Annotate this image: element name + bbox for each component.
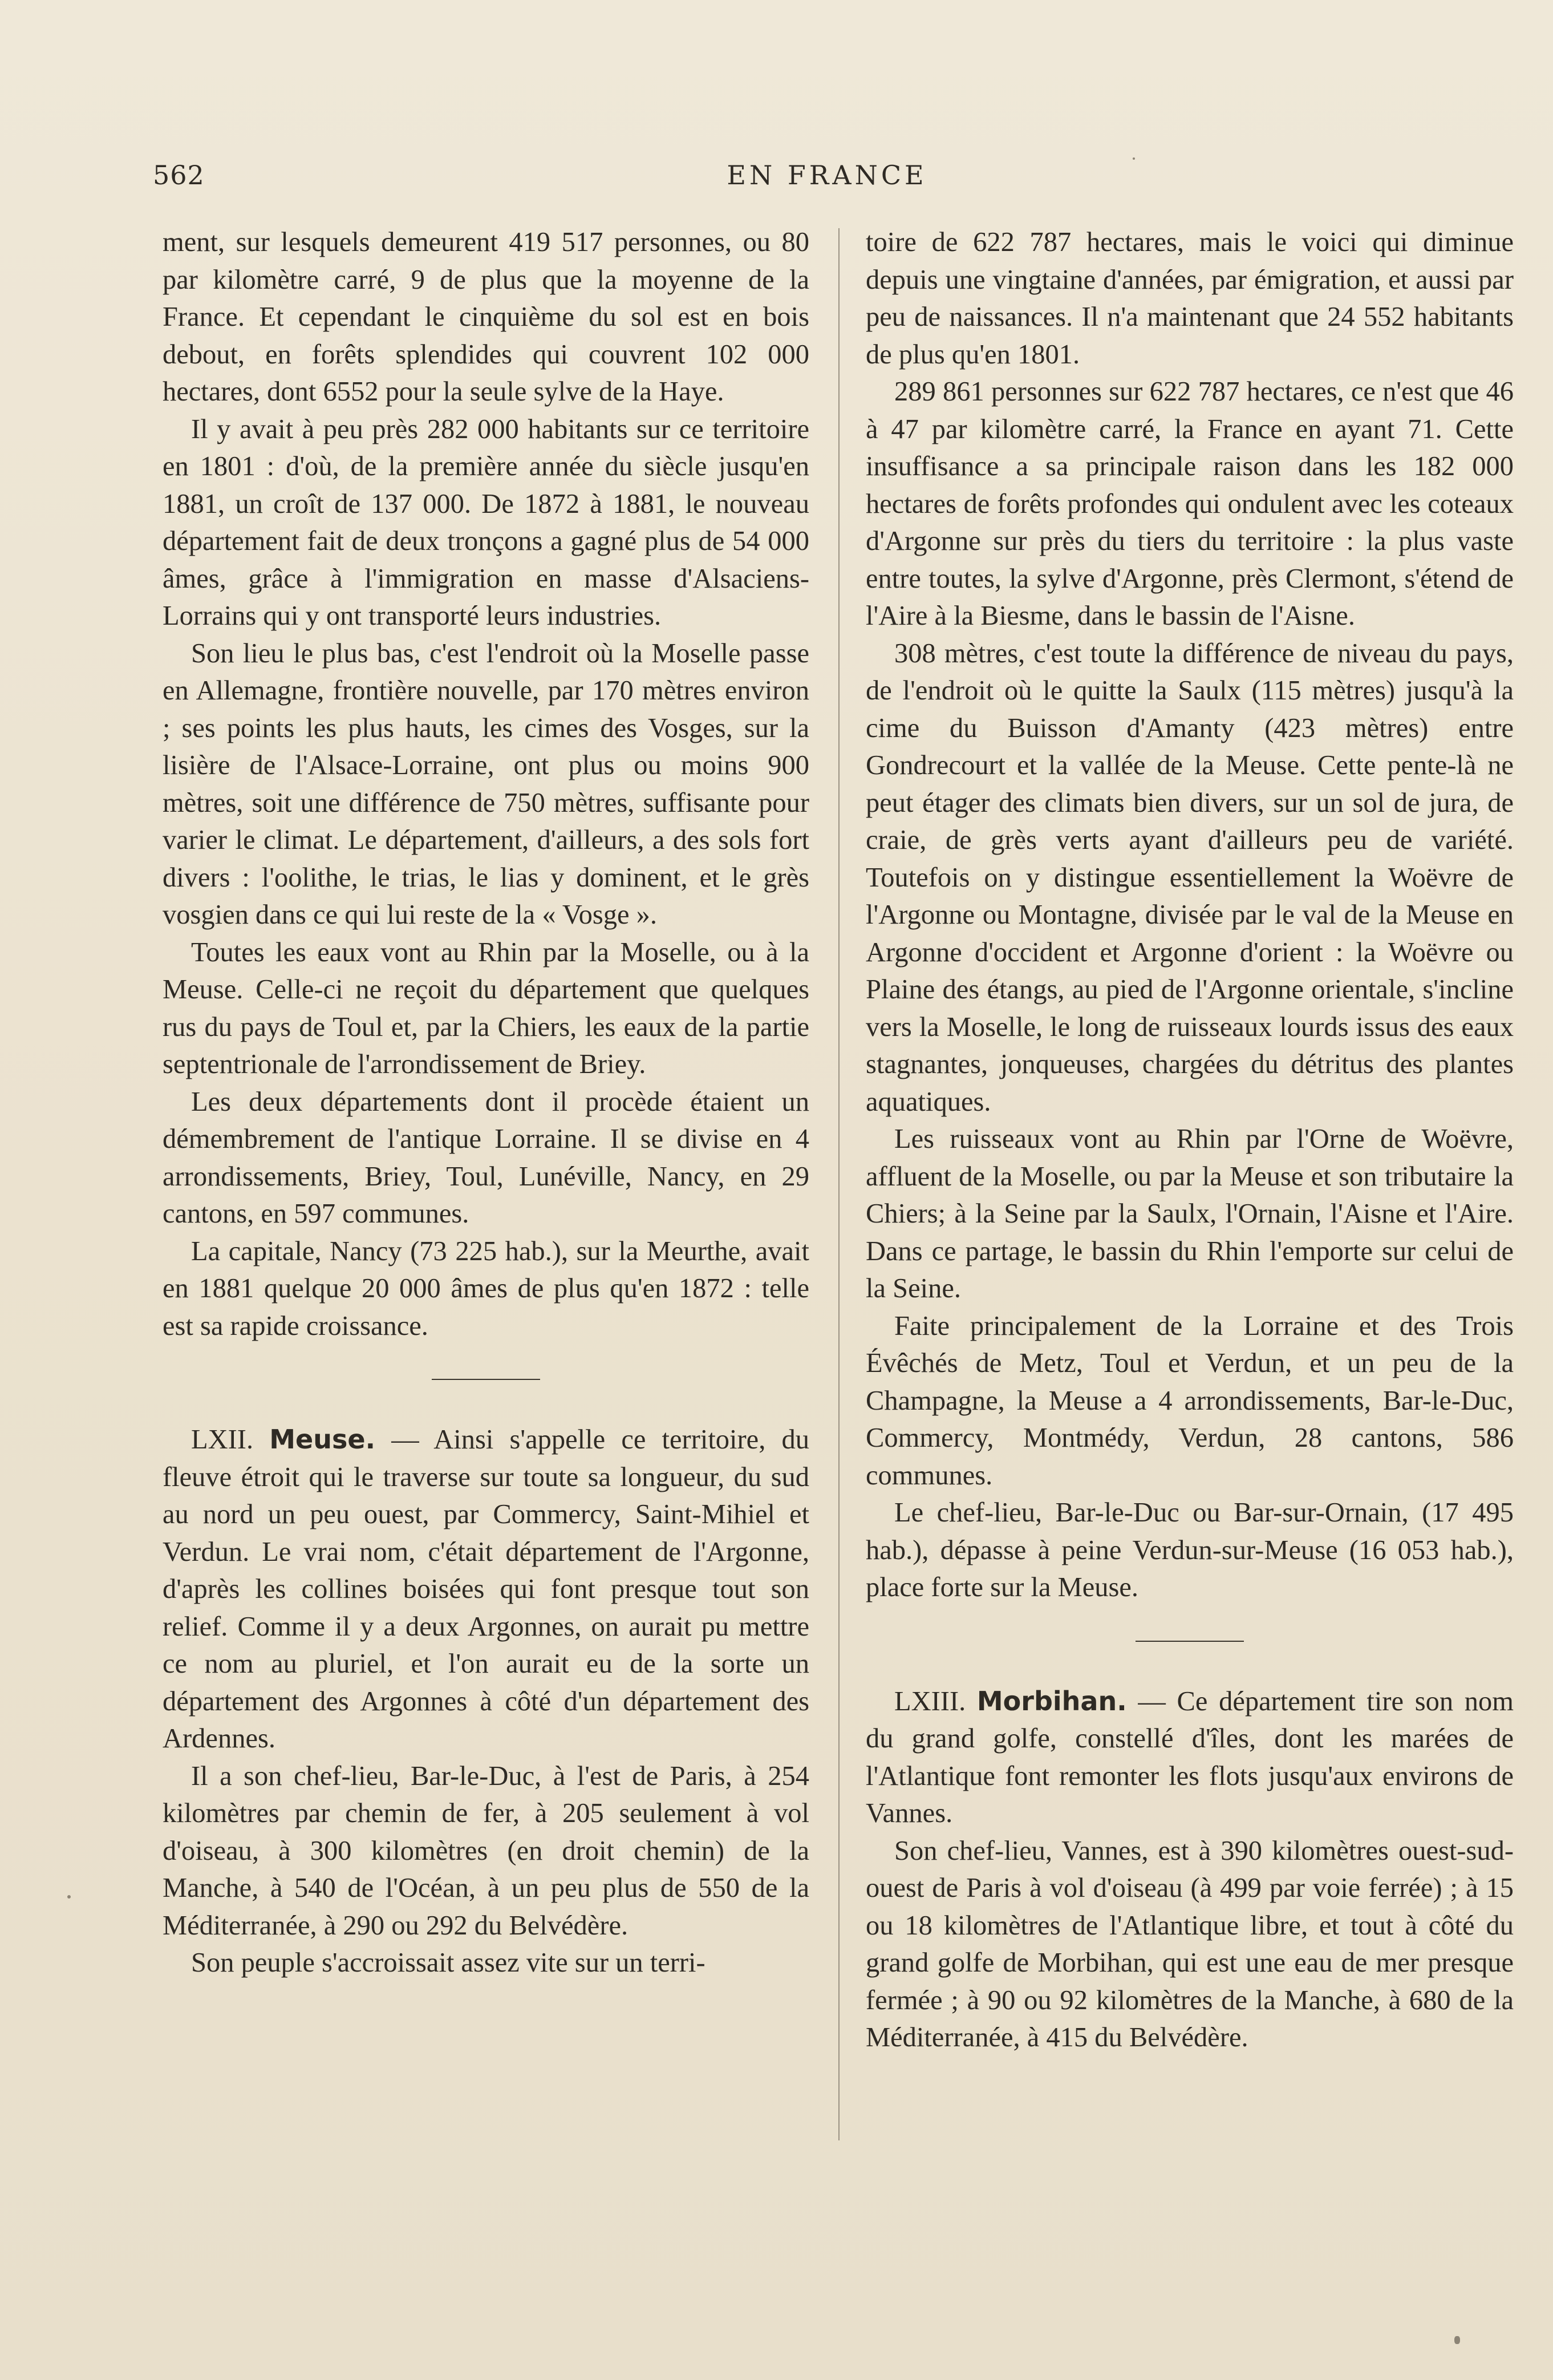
paragraph: La capitale, Nancy (73 225 hab.), sur la Meurthe, avait en 1881 quelque 20 000 âmes de plus qu'en 1872 : telle est sa rapide croissance. [163, 1236, 809, 1341]
section-separator [432, 1379, 540, 1380]
paragraph: ment, sur lesquels demeurent 419 517 personnes, ou 80 par kilomètre carré, 9 de plus que la moyenne de la France. Et cependant le cinquième du sol est en bois debout, en forêts splendides qui couvrent 102 000 hectares, dont 6552 pour la seule sylve de la Haye. [163, 227, 809, 407]
paragraph: Son peuple s'accroissait assez vite sur un terri- [191, 1948, 705, 1978]
right-column [866, 224, 1514, 2057]
column-divider [838, 228, 840, 2140]
paragraph: Faite principalement de la Lorraine et des Trois Évêchés de Metz, Toul et Verdun, et un peu de la Champagne, la Meuse a 4 arrondissements, Bar-le-Duc, Commercy, Montmédy, Verdun, 28 cantons, 586 communes. [866, 1310, 1514, 1491]
section-intro-text: — Ce département tire son nom du grand golfe, constellé d'îles, dont les marées de l'Atlantique font remonter les flots jusqu'aux environs de Vannes. [866, 1686, 1514, 1828]
section-title-meuse: Meuse. [269, 1424, 376, 1455]
page-number: 562 [153, 160, 205, 191]
paper-speck [1133, 157, 1135, 160]
section-separator [1136, 1641, 1244, 1642]
section-title-morbihan: Morbihan. [976, 1685, 1127, 1717]
paragraph: toire de 622 787 hectares, mais le voici qui diminue depuis une vingtaine d'années, par émigration, et aussi par peu de naissances. Il n'a maintenant que 24 552 habitants de plus qu'en 1801. [866, 227, 1514, 370]
section-number: LXII. [191, 1424, 254, 1455]
paragraph: Les ruisseaux vont au Rhin par l'Orne de Woëvre, affluent de la Moselle, ou par la Meuse et son tributaire la Chiers; à la Seine par la Saulx, l'Ornain, l'Aisne et l'Aire. Dans ce partage, le bassin du Rhin l'emporte sur celui de la Seine. [866, 1124, 1514, 1304]
paragraph: Les deux départements dont il procède étaient un démembrement de l'antique Lorraine. Il se divise en 4 arrondissements, Briey, Toul, Lunéville, Nancy, en 29 cantons, en 597 communes. [163, 1086, 809, 1229]
paragraph: Son lieu le plus bas, c'est l'endroit où la Moselle passe en Allemagne, frontière nouvelle, par 170 mètres environ ; ses points les plus hauts, les cimes des Vosges, sur la lisière de l'Alsace-Lorraine, ont plus ou moins 900 mètres, soit une différence de 750 mètres, suffisante pour varier le climat. Le département, d'ailleurs, a des sols fort divers : l'oolithe, le trias, le lias y dominent, et le grès vosgien dans ce qui lui reste de la « Vosge ». [163, 638, 809, 930]
paragraph: Le chef-lieu, Bar-le-Duc ou Bar-sur-Ornain, (17 495 hab.), dépasse à peine Verdun-sur-Meuse (16 053 hab.), place forte sur la Meuse. [866, 1497, 1514, 1602]
running-title: EN FRANCE [727, 160, 927, 191]
paragraph: Il y avait à peu près 282 000 habitants sur ce territoire en 1801 : d'où, de la première année du siècle jusqu'en 1881, un croît de 137 000. De 1872 à 1881, le nouveau département fait de deux tronçons a gagné plus de 54 000 âmes, grâce à l'immigration en masse d'Alsaciens-Lorrains qui y ont transporté leurs industries. [163, 414, 809, 631]
paragraph: Il a son chef-lieu, Bar-le-Duc, à l'est de Paris, à 254 kilomètres par chemin de fer, à 205 seulement à vol d'oiseau, à 300 kilomètres (en droit chemin) de la Manche, à 540 de l'Océan, à un peu plus de 550 de la Méditerranée, à 290 ou 292 du Belvédère. [163, 1760, 809, 1941]
paragraph: 289 861 personnes sur 622 787 hectares, ce n'est que 46 à 47 par kilomètre carré, la France en ayant 71. Cette insuffisance a sa principale raison dans les 182 000 hectares de forêts profondes qui ondulent avec les coteaux d'Argonne sur près du tiers du territoire : la plus vaste entre toutes, la sylve d'Argonne, près Clermont, s'étend de l'Aire à la Biesme, dans le bassin de l'Aisne. [866, 377, 1514, 631]
paper-speck [67, 1895, 71, 1899]
paper-speck [1454, 2336, 1460, 2344]
section-number: LXIII. [894, 1686, 966, 1717]
paragraph: 308 mètres, c'est toute la différence de niveau du pays, de l'endroit où le quitte la Saulx (115 mètres) jusqu'à la cime du Buisson d'Amanty (423 mètres) entre Gondrecourt et la vallée de la Meuse. Cette pente-là ne peut étager des climats bien divers, sur un sol de jura, de craie, de grès verts ayant d'ailleurs peu de variété. Toutefois on y distingue essentiellement la Woëvre de l'Argonne ou Montagne, divisée par le val de la Meuse en Argonne d'occident et Argonne d'orient : la Woëvre ou Plaine des étangs, au pied de l'Argonne orientale, s'incline vers la Moselle, le long de ruisseaux lourds issus des eaux stagnantes, jonqueuses, chargées du détritus des plantes aquatiques. [866, 638, 1514, 1117]
paragraph: Toutes les eaux vont au Rhin par la Moselle, ou à la Meuse. Celle-ci ne reçoit du département que quelques rus du pays de Toul et, par la Chiers, les eaux de la partie septentrionale de l'arrondissement de Briey. [163, 937, 809, 1079]
paragraph: Son chef-lieu, Vannes, est à 390 kilomètres ouest-sud-ouest de Paris à vol d'oiseau (à 499 par voie ferrée) ; à 15 ou 18 kilomètres de l'Atlantique libre, et tout à côté du grand golfe de Morbihan, qui est une eau de mer presque fermée ; à 90 ou 92 kilomètres de la Manche, à 680 de la Méditerranée, à 415 du Belvédère. [866, 1835, 1514, 2053]
left-column [163, 224, 809, 1982]
section-intro-text: — Ainsi s'appelle ce territoire, du fleuve étroit qui le traverse sur toute sa longueur, du sud au nord un peu ouest, par Commercy, Saint-Mihiel et Verdun. Le vrai nom, c'était département de l'Argonne, d'après les collines boisées qui font presque tout son relief. Comme il y a deux Argonnes, on aurait pu mettre ce nom au pluriel, et l'on aurait eu de la sorte un département des Argonnes à côté d'un département des Ardennes. [163, 1424, 810, 1754]
section-heading-paragraph [163, 1421, 809, 1758]
section-heading-paragraph [866, 1683, 1514, 1832]
